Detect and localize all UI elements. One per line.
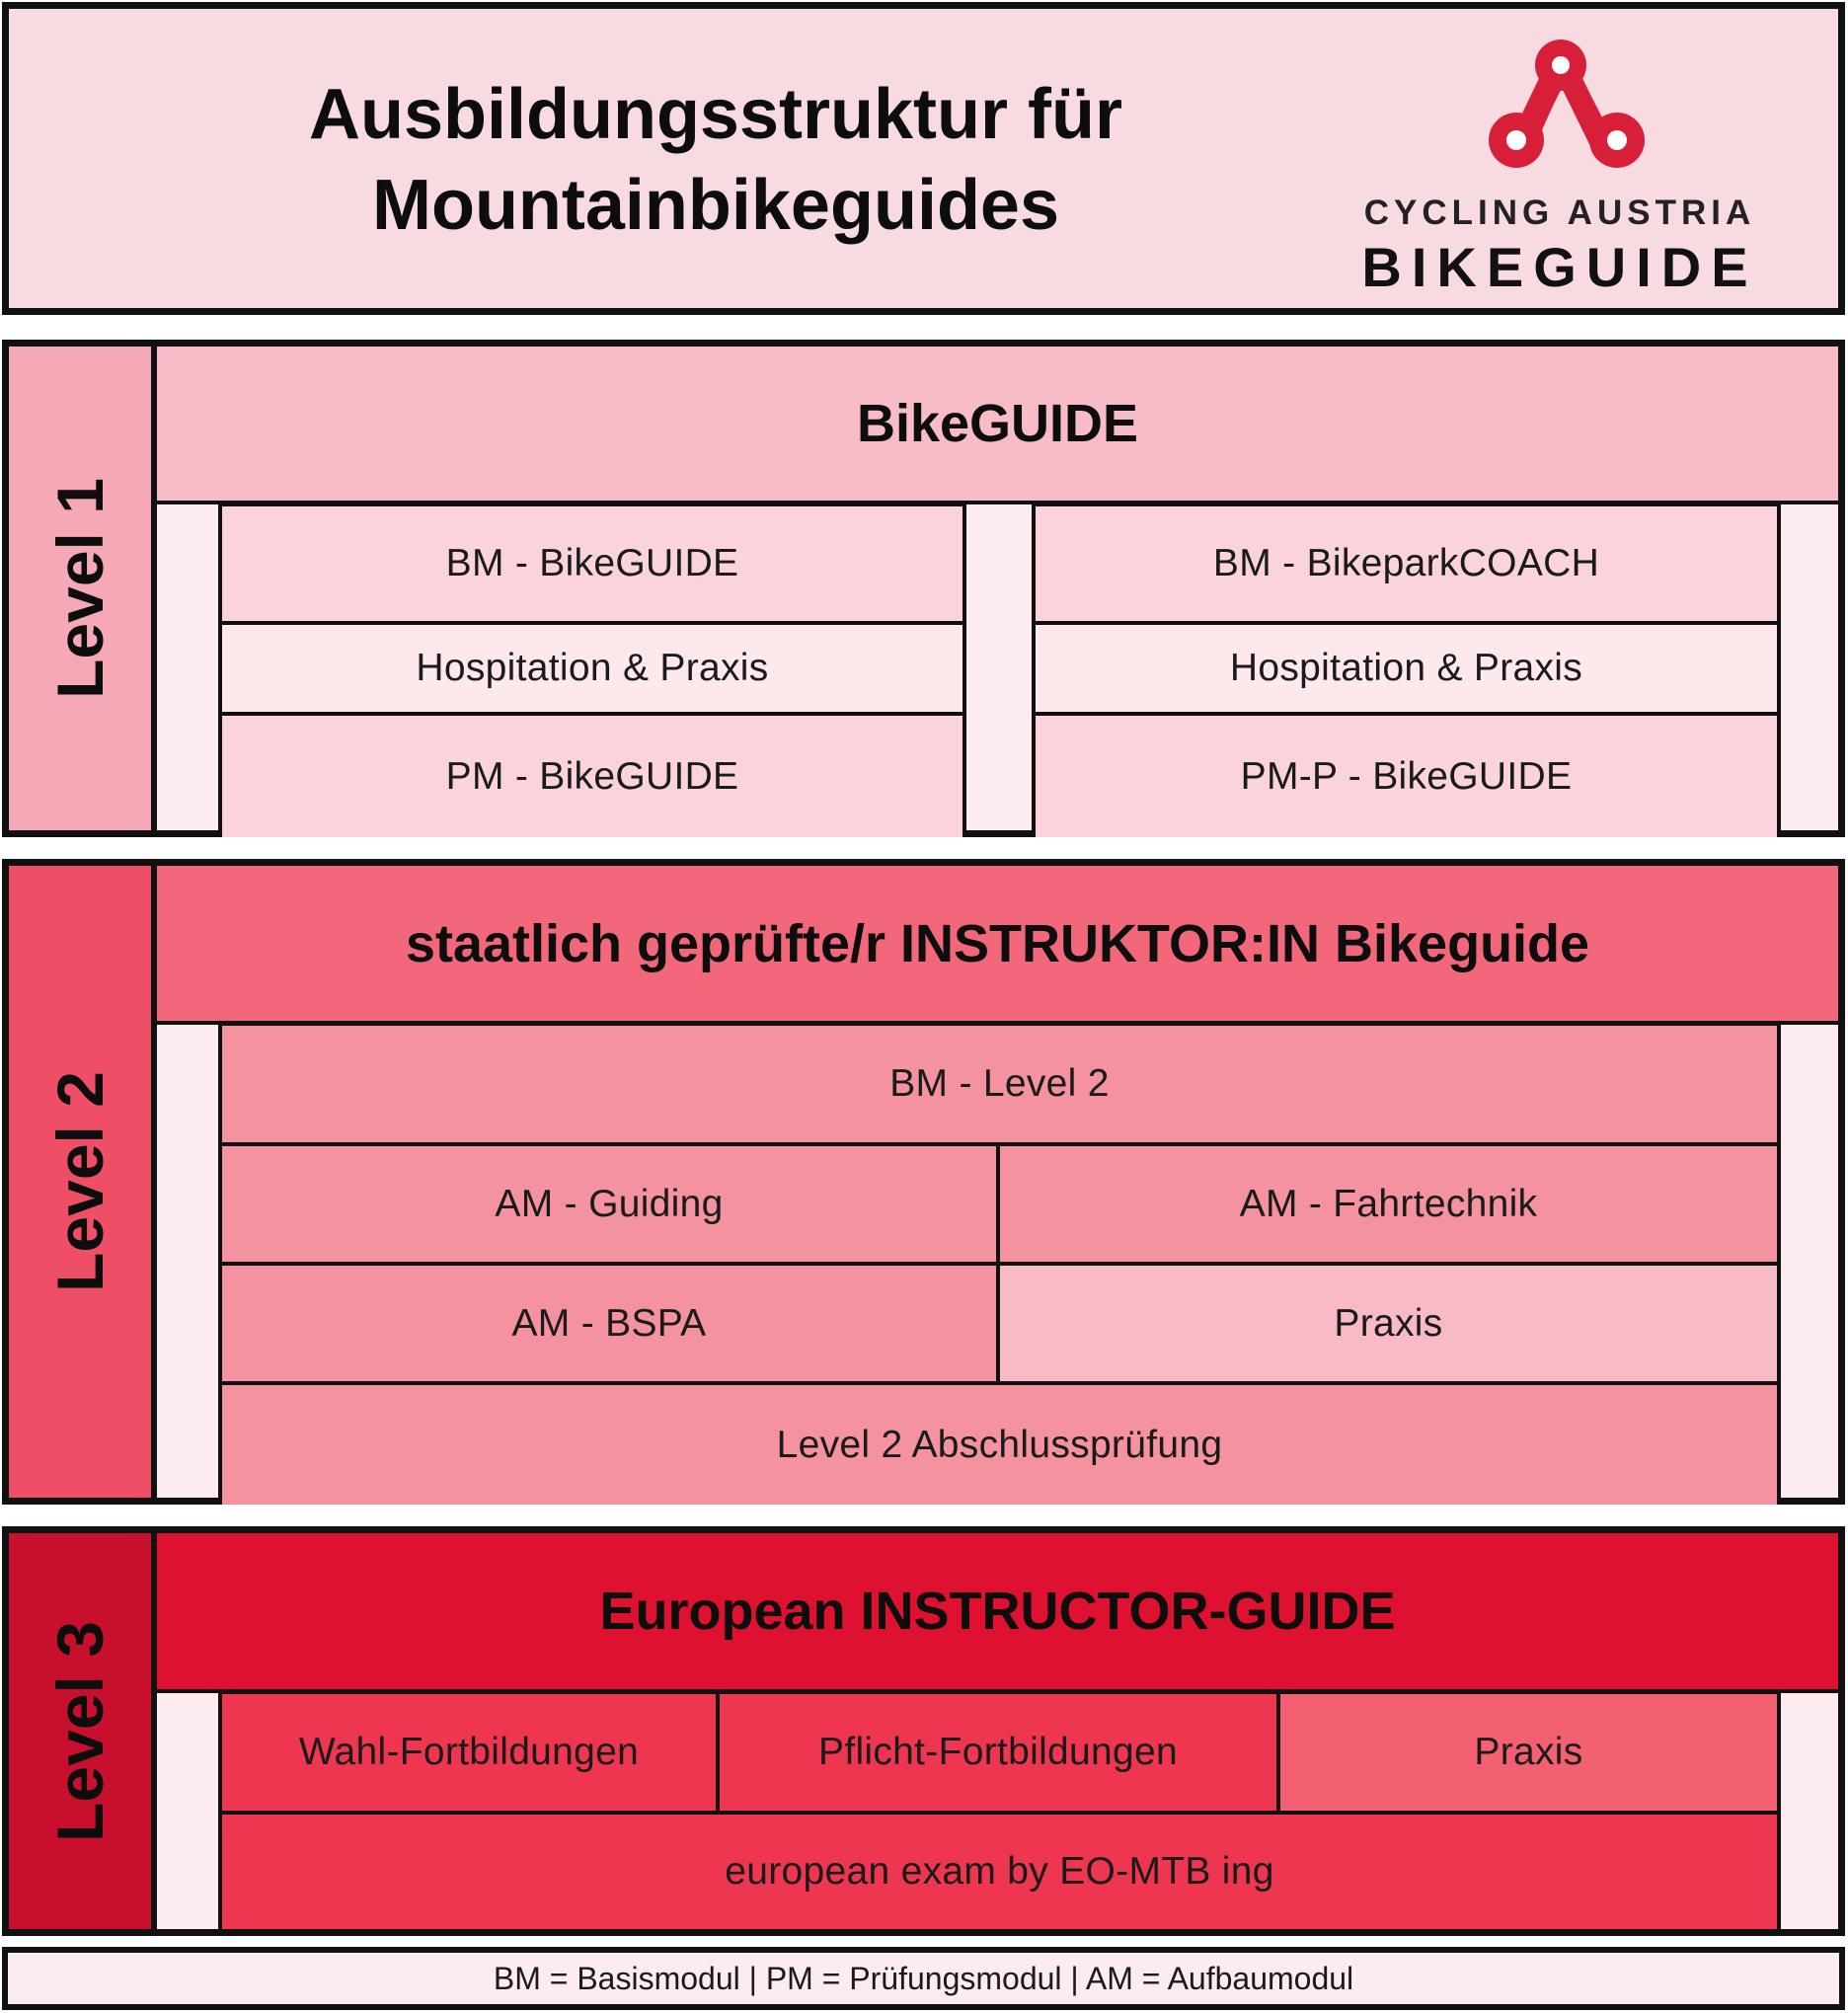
level2-cell-exam: Level 2 Abschlussprüfung xyxy=(218,1381,1781,1505)
level3-cell-exam: european exam by EO-MTB ing xyxy=(218,1811,1781,1929)
level3-cell-wahl-fortbildungen: Wahl-Fortbildungen xyxy=(218,1690,720,1815)
level2-title: staatlich geprüfte/r INSTRUKTOR:IN Bikeguide xyxy=(157,866,1838,1025)
level1-cell-bm-bikeguide: BM - BikeGUIDE xyxy=(218,503,966,625)
logo-text-bottom: BIKEGUIDE xyxy=(1361,236,1758,298)
level2-cell-bm-level2: BM - Level 2 xyxy=(218,1022,1781,1146)
level3-cell-pflicht-fortbildungen: Pflicht-Fortbildungen xyxy=(716,1690,1280,1815)
level3-cell-praxis: Praxis xyxy=(1276,1690,1781,1815)
level1-cell-hospitation-right: Hospitation & Praxis xyxy=(1032,621,1781,716)
level2-cell-am-guiding: AM - Guiding xyxy=(218,1142,1000,1266)
level2-cell-am-bspa: AM - BSPA xyxy=(218,1262,1000,1385)
level3-side xyxy=(9,1533,157,1929)
level3-title: European INSTRUCTOR-GUIDE xyxy=(157,1533,1838,1693)
page-title-line1: Ausbildungsstruktur für xyxy=(309,75,1122,154)
level1-cell-hospitation-left: Hospitation & Praxis xyxy=(218,621,966,716)
level1-title: BikeGUIDE xyxy=(157,347,1838,504)
level1-cell-bm-bikeparkcoach: BM - BikeparkCOACH xyxy=(1032,503,1781,625)
bike-chain-link-icon xyxy=(1481,38,1658,176)
page-title xyxy=(237,61,1194,259)
level1-label: Level 1 xyxy=(43,478,116,699)
level2-cell-am-fahrtechnik: AM - Fahrtechnik xyxy=(996,1142,1781,1266)
level2-label: Level 2 xyxy=(43,1071,116,1292)
level2-cell-praxis: Praxis xyxy=(996,1262,1781,1385)
level1-cell-pm-bikeguide: PM - BikeGUIDE xyxy=(218,712,966,837)
level3-label: Level 3 xyxy=(43,1620,116,1842)
level1-cell-pmp-bikeguide: PM-P - BikeGUIDE xyxy=(1032,712,1781,837)
level2-side xyxy=(9,866,157,1498)
footer-legend: BM = Basismodul | PM = Prüfungsmodul | AM = Aufbaumodul xyxy=(493,1960,1354,1996)
level1-side xyxy=(9,347,157,830)
page-title-line2: Mountainbikeguides xyxy=(371,166,1060,245)
logo-text-top: CYCLING AUSTRIA xyxy=(1363,194,1756,232)
